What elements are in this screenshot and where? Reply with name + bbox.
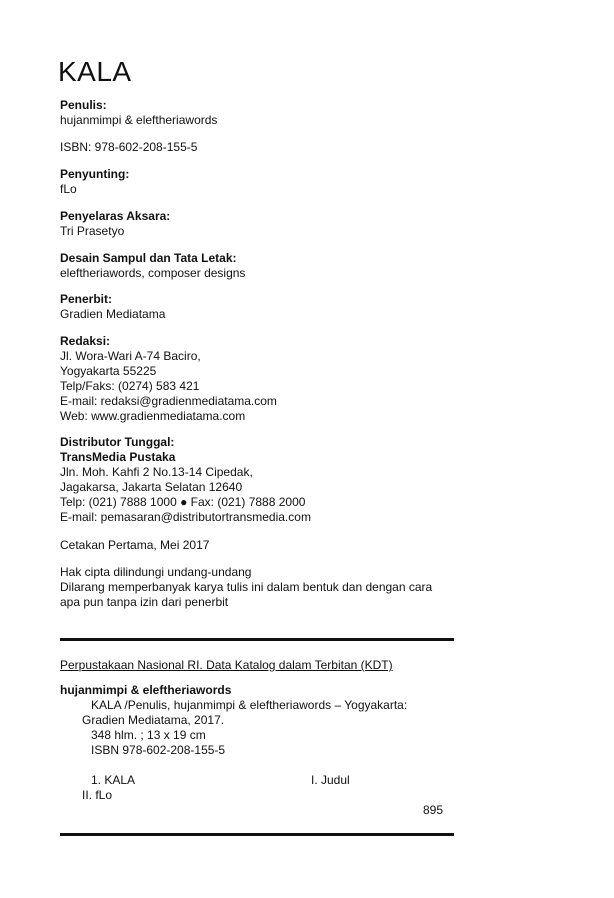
penyelaras-section — [60, 209, 170, 239]
redaksi-address-line: Jl. Wora-Wari A-74 Baciro, — [60, 349, 201, 363]
desain-value: eleftheriawords, composer designs — [60, 266, 246, 280]
catalog-heading: Perpustakaan Nasional RI. Data Katalog dalam Terbitan (KDT) — [60, 658, 393, 672]
catalog-line-3: 348 hlm. ; 13 x 19 cm — [91, 728, 206, 742]
penyelaras-value: Tri Prasetyo — [60, 224, 125, 238]
redaksi-city-line: Yogyakarta 55225 — [60, 364, 157, 378]
penerbit-value: Gradien Mediatama — [60, 307, 166, 321]
redaksi-email-line: E-mail: redaksi@gradienmediatama.com — [60, 394, 277, 408]
penyelaras-label: Penyelaras Aksara: — [60, 209, 171, 223]
catalog-top-rule — [60, 638, 454, 641]
catalog-line-1: KALA /Penulis, hujanmimpi & eleftheriawords – Yogyakarta: — [91, 698, 408, 712]
hak-cipta-line-3: apa pun tanpa izin dari penerbit — [60, 595, 229, 609]
catalog-author: hujanmimpi & eleftheriawords — [60, 683, 232, 697]
distributor-section — [60, 435, 311, 525]
hak-cipta-section — [60, 565, 432, 610]
catalog-entry-i: I. Judul — [311, 773, 350, 787]
catalog-entry-1: 1. KALA — [91, 773, 136, 787]
catalog-line-2: Gradien Mediatama, 2017. — [82, 713, 225, 727]
catalog-class-number: 895 — [423, 803, 444, 817]
redaksi-web-line: Web: www.gradienmediatama.com — [60, 409, 246, 423]
redaksi-section — [60, 334, 277, 424]
penyunting-label: Penyunting: — [60, 167, 130, 181]
distributor-city-line: Jagakarsa, Jakarta Selatan 12640 — [60, 480, 243, 494]
redaksi-label: Redaksi: — [60, 334, 111, 348]
penerbit-label: Penerbit: — [60, 292, 113, 306]
desain-section — [60, 251, 245, 281]
catalog-bottom-rule — [60, 833, 454, 836]
redaksi-phone-line: Telp/Faks: (0274) 583 421 — [60, 379, 200, 393]
penulis-label: Penulis: — [60, 98, 107, 112]
hak-cipta-line-2: Dilarang memperbanyak karya tulis ini dalam bentuk dan dengan cara — [60, 580, 433, 594]
penyunting-value: fLo — [60, 182, 77, 196]
distributor-phone-line: Telp: (021) 7888 1000 ● Fax: (021) 7888 2000 — [60, 495, 306, 509]
distributor-email-line: E-mail: pemasaran@distributortransmedia.com — [60, 510, 311, 524]
penulis-value: hujanmimpi & eleftheriawords — [60, 113, 218, 127]
penerbit-section — [60, 292, 165, 322]
catalog-line-4: ISBN 978-602-208-155-5 — [91, 743, 226, 757]
distributor-label: Distributor Tunggal: — [60, 435, 175, 449]
penulis-section — [60, 98, 217, 128]
desain-label: Desain Sampul dan Tata Letak: — [60, 251, 237, 265]
cetakan-text: Cetakan Pertama, Mei 2017 — [60, 538, 210, 552]
distributor-name: TransMedia Pustaka — [60, 450, 176, 464]
book-title: KALA — [58, 56, 132, 87]
distributor-address-line: Jln. Moh. Kahfi 2 No.13-14 Cipedak, — [60, 465, 253, 479]
isbn-text: ISBN: 978-602-208-155-5 — [60, 140, 198, 154]
penyunting-section — [60, 167, 129, 197]
hak-cipta-line-1: Hak cipta dilindungi undang-undang — [60, 565, 252, 579]
catalog-entry-ii: II. fLo — [82, 788, 113, 802]
